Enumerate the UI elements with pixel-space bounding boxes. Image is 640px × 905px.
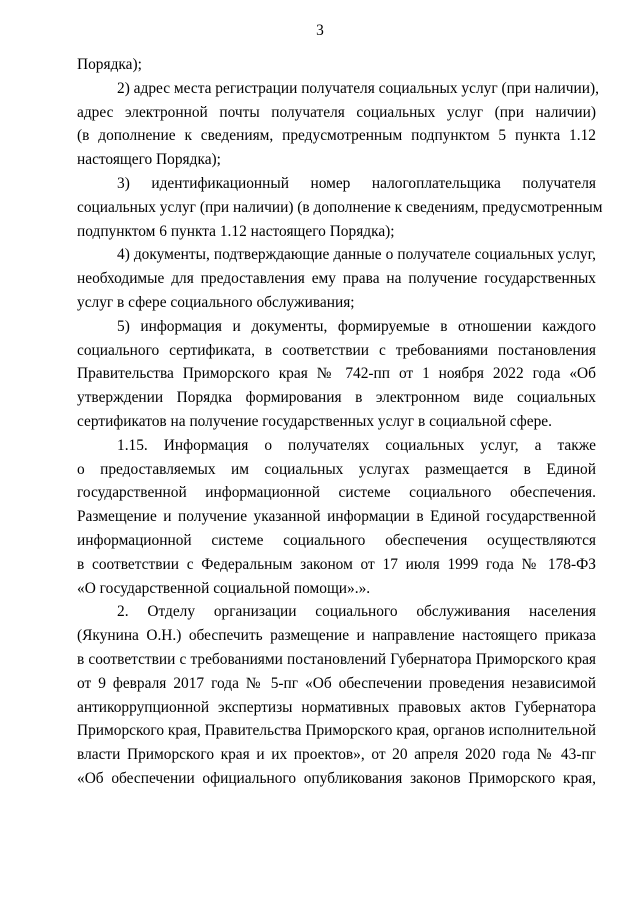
text-line: подпунктом 6 пункта 1.12 настоящего Порядка); — [77, 222, 395, 240]
text-line: сертификатов на получение государственных услуг в социальной сфере. — [77, 412, 552, 430]
text-line: в соответствии с Федеральным законом от 17 июля 1999 года № 178-ФЗ — [77, 555, 596, 573]
text-line: 2) адрес места регистрации получателя социальных услуг (при наличии), — [117, 79, 599, 97]
text-line: 5) информация и документы, формируемые в отношении каждого — [117, 317, 596, 335]
text-line: информационной системе социального обеспечения осуществляются — [77, 531, 596, 549]
text-line: в соответствии с требованиями постановлений Губернатора Приморского края — [77, 650, 596, 668]
text-line: адрес электронной почты получателя социальных услуг (при наличии) — [77, 103, 596, 121]
page-number: 3 — [316, 22, 324, 39]
text-line: социального сертификата, в соответствии с требованиями постановления — [77, 341, 596, 359]
text-line: социальных услуг (при наличии) (в дополнение к сведениям, предусмотренным — [77, 198, 603, 216]
text-line: утверждении Порядка формирования в электронном виде социальных — [77, 389, 596, 407]
text-line: настоящего Порядка); — [77, 151, 221, 169]
text-line: Размещение и получение указанной информации в Единой государственной — [77, 508, 596, 526]
text-line: «О государственной социальной помощи».». — [77, 579, 371, 597]
text-line: 3) идентификационный номер налогоплательщика получателя — [117, 174, 596, 192]
text-line: необходимые для предоставления ему права на получение государственных — [77, 270, 596, 288]
text-line: «Об обеспечении официального опубликования законов Приморского края, — [77, 769, 596, 787]
text-line: о предоставляемых им социальных услугах размещается в Единой — [77, 460, 596, 478]
text-line: от 9 февраля 2017 года № 5-пг «Об обеспечении проведения независимой — [77, 674, 596, 692]
text-line: (Якунина О.Н.) обеспечить размещение и направление настоящего приказа — [77, 627, 596, 645]
text-line: государственной информационной системе социального обеспечения. — [77, 484, 596, 502]
text-line: власти Приморского края и их проектов», от 20 апреля 2020 года № 43-пг — [77, 746, 596, 764]
text-line: 2. Отделу организации социального обслуживания населения — [117, 603, 596, 621]
document-body — [77, 53, 603, 791]
text-line: антикоррупционной экспертизы нормативных правовых актов Губернатора — [77, 698, 596, 716]
text-line: 4) документы, подтверждающие данные о получателе социальных услуг, — [117, 246, 596, 264]
text-line: Порядка); — [77, 56, 142, 73]
text-line: (в дополнение к сведениям, предусмотренным подпунктом 5 пункта 1.12 — [77, 127, 596, 145]
text-line: 1.15. Информация о получателях социальных услуг, а также — [117, 436, 596, 454]
text-line: Правительства Приморского края № 742-пп от 1 ноября 2022 года «Об — [77, 365, 596, 383]
text-line: услуг в сфере социального обслуживания; — [77, 293, 355, 311]
text-line: Приморского края, Правительства Приморского края, органов исполнительной — [77, 722, 596, 740]
